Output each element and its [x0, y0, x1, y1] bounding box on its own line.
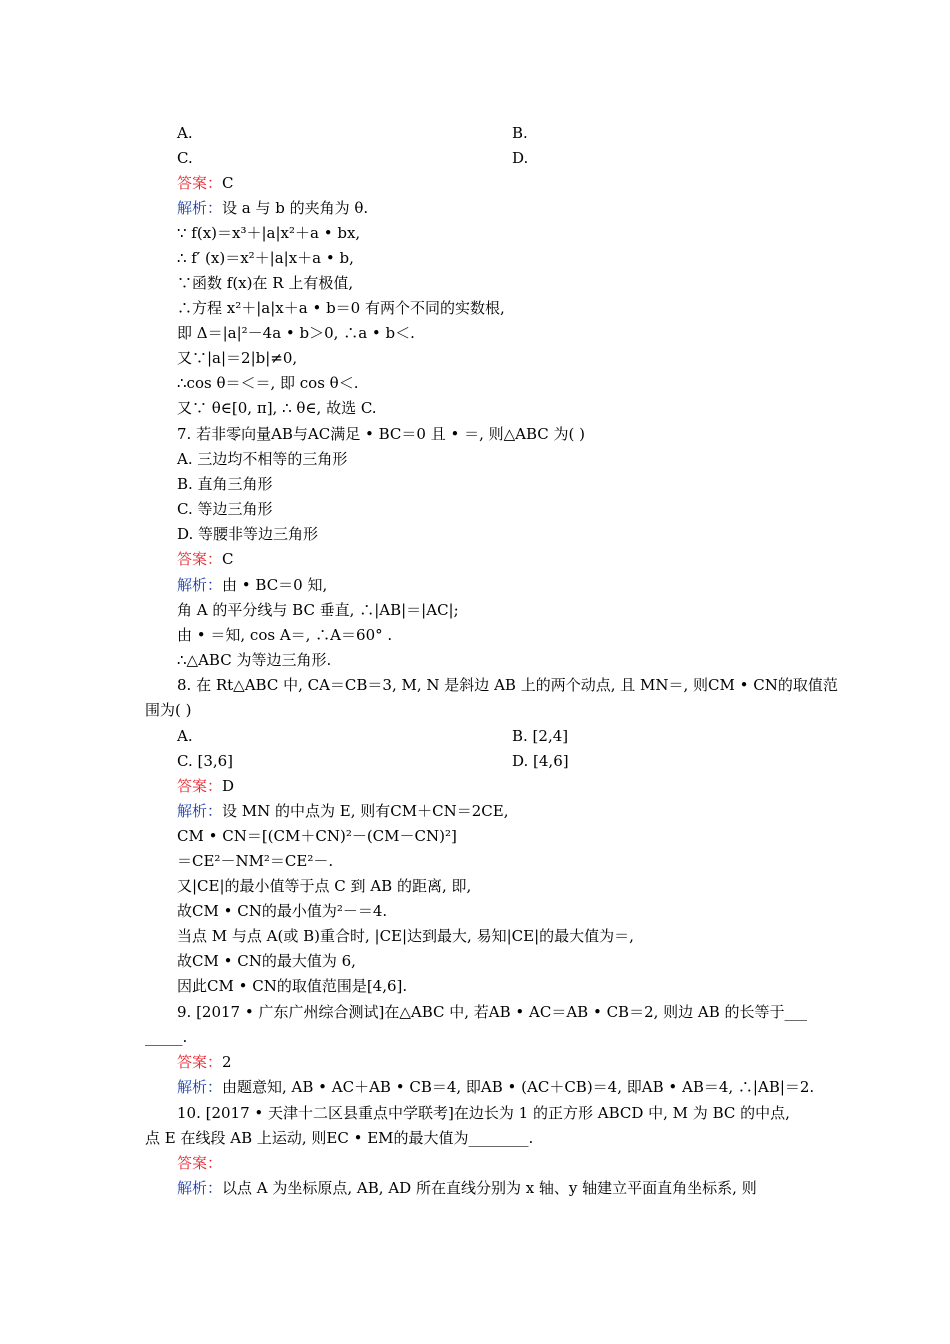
question-8-stem: 8. 在 Rt△ABC 中, CA＝CB＝3, M, N 是斜边 AB 上的两个动点, 且 MN＝, 则CM • CN的取值范 — [177, 676, 838, 694]
question-9-answer — [177, 1052, 232, 1072]
analysis-line: ∵ f(x)＝x³＋|a|x²＋a • bx, — [177, 224, 361, 242]
answer-label: 答案： — [177, 777, 223, 795]
analysis-line: 故CM • CN的最大值为 6, — [177, 952, 356, 970]
question-9-stem: 9. [2017 • 广东广州综合测试]在△ABC 中, 若AB • AC＝AB • CB＝2, 则边 AB 的长等于___ — [177, 1003, 808, 1021]
answer-value: D — [222, 777, 235, 795]
analysis-line — [177, 198, 368, 218]
analysis-line: ∴△ABC 为等边三角形. — [177, 651, 332, 669]
analysis-line: 当点 M 与点 A(或 B)重合时, |CE|达到最大, 易知|CE|的最大值为＝, — [177, 927, 634, 945]
analysis-line: 即 Δ＝|a|²－4a • b＞0, ∴a • b＜. — [177, 324, 415, 342]
analysis-line: 角 A 的平分线与 BC 垂直, ∴|AB|＝|AC|; — [177, 601, 459, 619]
analysis-line: ＝CE²－NM²＝CE²－. — [177, 852, 334, 870]
analysis-line: 因此CM • CN的取值范围是[4,6]. — [177, 977, 408, 995]
question-8-stem-cont: 围为( ) — [145, 701, 192, 719]
analysis-label: 解析： — [177, 1179, 223, 1197]
question-8-option-d: D. [4,6] — [512, 752, 569, 770]
analysis-text: 设 a 与 b 的夹角为 θ. — [222, 199, 369, 217]
question-9-stem-cont: _____. — [145, 1028, 188, 1046]
analysis-label: 解析： — [177, 199, 223, 217]
question-8-option-a: A. — [177, 727, 193, 745]
analysis-line: ∵函数 f(x)在 R 上有极值, — [177, 274, 354, 292]
analysis-line: ∴cos θ＝＜＝, 即 cos θ＜. — [177, 374, 359, 392]
answer-label: 答案： — [177, 1053, 223, 1071]
option-d: D. — [512, 149, 529, 167]
answer-value: C — [222, 550, 234, 568]
question-7-option-b: B. 直角三角形 — [177, 475, 273, 493]
question-10-stem-cont: 点 E 在线段 AB 上运动, 则EC • EM的最大值为________. — [145, 1129, 534, 1147]
question-8-analysis — [177, 801, 508, 821]
analysis-line: CM • CN＝[(CM＋CN)²－(CM－CN)²] — [177, 827, 457, 845]
question-7-analysis — [177, 575, 327, 595]
analysis-text: 设 MN 的中点为 E, 则有CM＋CN＝2CE, — [222, 802, 509, 820]
question-8-answer — [177, 776, 234, 796]
option-c: C. — [177, 149, 193, 167]
analysis-label: 解析： — [177, 576, 223, 594]
question-7-stem: 7. 若非零向量AB与AC满足 • BC＝0 且 • ＝, 则△ABC 为( ) — [177, 425, 586, 443]
answer-label: 答案： — [177, 174, 223, 192]
question-8-option-b: B. [2,4] — [512, 727, 569, 745]
question-8-option-c: C. [3,6] — [177, 752, 234, 770]
analysis-text: 由题意知, AB • AC＋AB • CB＝4, 即AB • (AC＋CB)＝4, 即AB • AB＝4, ∴|AB|＝2. — [222, 1078, 815, 1096]
analysis-line: 由 • ＝知, cos A＝, ∴A＝60° . — [177, 626, 393, 644]
question-7-answer — [177, 549, 234, 569]
answer-line — [177, 173, 234, 193]
analysis-line: ∴ f′ (x)＝x²＋|a|x＋a • b, — [177, 249, 354, 267]
question-9-analysis — [177, 1077, 814, 1097]
answer-value: C — [222, 174, 234, 192]
analysis-line: 又∵ θ∈[0, π], ∴ θ∈, 故选 C. — [177, 399, 377, 417]
answer-label: 答案： — [177, 1154, 223, 1172]
answer-value: 2 — [222, 1053, 232, 1071]
question-7-option-a: A. 三边均不相等的三角形 — [177, 450, 348, 468]
question-7-option-c: C. 等边三角形 — [177, 500, 273, 518]
question-10-answer — [177, 1153, 222, 1173]
question-10-stem: 10. [2017 • 天津十二区县重点中学联考]在边长为 1 的正方形 ABCD 中, M 为 BC 的中点, — [177, 1104, 790, 1122]
analysis-label: 解析： — [177, 802, 223, 820]
option-a: A. — [177, 124, 193, 142]
answer-label: 答案： — [177, 550, 223, 568]
analysis-line: 又|CE|的最小值等于点 C 到 AB 的距离, 即, — [177, 877, 472, 895]
question-10-analysis — [177, 1178, 757, 1198]
analysis-text: 由 • BC＝0 知, — [222, 576, 328, 594]
analysis-line: 又∵|a|＝2|b|≠0, — [177, 349, 298, 367]
option-b: B. — [512, 124, 528, 142]
analysis-text: 以点 A 为坐标原点, AB, AD 所在直线分别为 x 轴、y 轴建立平面直角坐标系, 则 — [222, 1179, 757, 1197]
analysis-label: 解析： — [177, 1078, 223, 1096]
question-7-option-d: D. 等腰非等边三角形 — [177, 525, 319, 543]
analysis-line: 故CM • CN的最小值为²－＝4. — [177, 902, 388, 920]
analysis-line: ∴方程 x²＋|a|x＋a • b＝0 有两个不同的实数根, — [177, 299, 505, 317]
